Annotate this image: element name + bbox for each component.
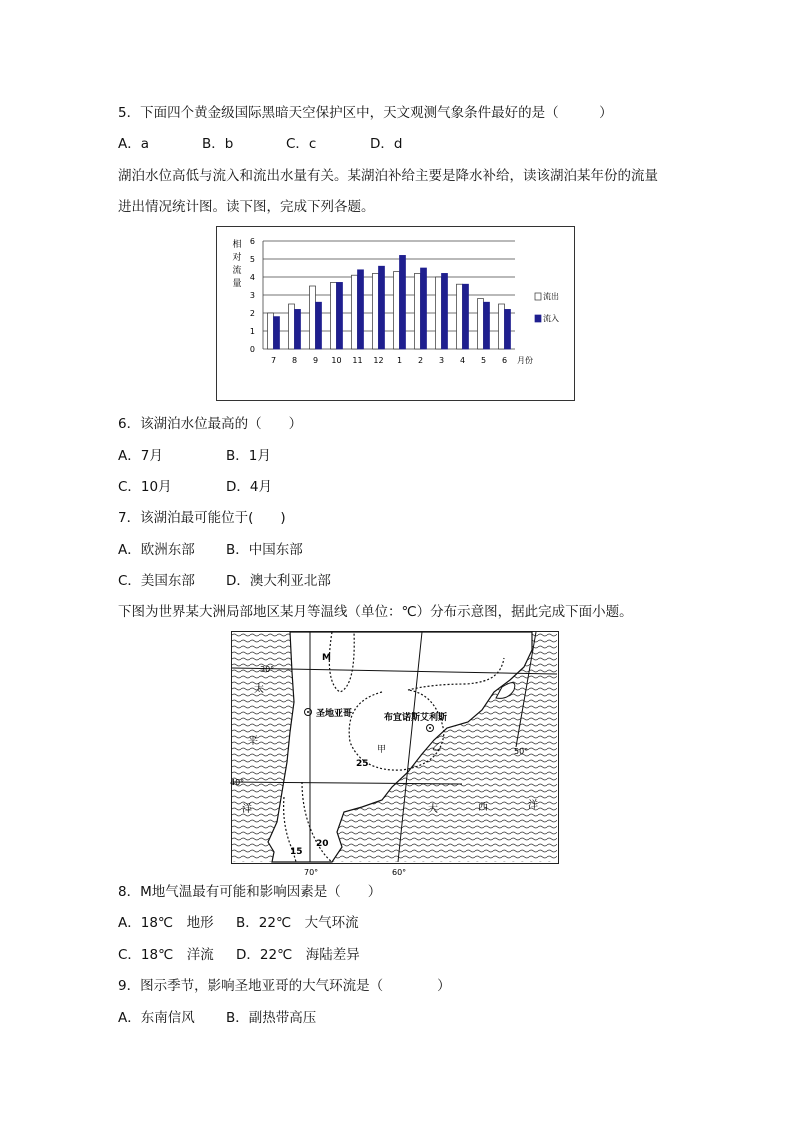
legend-label: 流入 bbox=[543, 314, 559, 323]
label-buenos-aires: 布宜诺斯艾利斯 bbox=[384, 713, 448, 723]
bar-inflow bbox=[400, 255, 406, 349]
q5-stem: 5．下面四个黄金级国际黑暗天空保护区中，天文观测气象条件最好的是（ ） bbox=[118, 105, 613, 121]
x-tick-label: 8 bbox=[291, 356, 298, 365]
bar-inflow bbox=[295, 309, 301, 349]
lake-flow-chart-svg bbox=[217, 227, 573, 399]
q6-option-c: C．10月 bbox=[118, 479, 172, 495]
q7-option-b: B．中国东部 bbox=[226, 542, 303, 558]
buenos-aires-marker-dot bbox=[429, 727, 431, 729]
bar-inflow bbox=[316, 302, 322, 349]
y-axis-label-char: 流 bbox=[232, 266, 242, 276]
q7-option-d: D．澳大利亚北部 bbox=[226, 573, 331, 589]
map-intro: 下图为世界某大洲局部地区某月等温线（单位：℃）分布示意图，据此完成下面小题。 bbox=[118, 604, 633, 620]
bar-outflow bbox=[499, 304, 505, 349]
x-tick-label: 1 bbox=[396, 356, 403, 365]
q5-options bbox=[118, 135, 402, 153]
bar-outflow bbox=[436, 277, 442, 349]
bar-outflow bbox=[478, 299, 484, 349]
q7-stem: 7．该湖泊最可能位于( ) bbox=[118, 510, 286, 526]
q6-option-b: B．1月 bbox=[226, 448, 271, 464]
q9-option-a: A．东南信风 bbox=[118, 1010, 195, 1026]
bar-inflow bbox=[505, 309, 511, 349]
legend-swatch bbox=[535, 293, 541, 300]
q5-option-c: C．c bbox=[286, 136, 317, 152]
lake-intro-line1: 湖泊水位高低与流入和流出水量有关。某湖泊补给主要是降水补给，读该湖泊某年份的流量 bbox=[118, 168, 658, 184]
x-tick-label: 5 bbox=[480, 356, 487, 365]
y-axis-label-char: 相 bbox=[232, 240, 242, 250]
q6-options-row1 bbox=[118, 447, 271, 465]
q6-option-a: A．7月 bbox=[118, 448, 163, 464]
bar-inflow bbox=[337, 282, 343, 349]
q9-option-b: B．副热带高压 bbox=[226, 1010, 317, 1026]
bar-outflow bbox=[457, 284, 463, 349]
label-isotherm-15: 15 bbox=[290, 847, 303, 857]
q6-stem: 6．该湖泊水位最高的（ ） bbox=[118, 416, 303, 432]
lake-flow-chart bbox=[216, 226, 575, 401]
label-m: M bbox=[322, 653, 331, 663]
label-lon60: 60° bbox=[392, 868, 407, 877]
q8-stem: 8．M地气温最有可能和影响因素是（ ） bbox=[118, 884, 382, 900]
q8-option-c: C．18℃ 洋流 bbox=[118, 947, 214, 963]
x-tick-label: 7 bbox=[270, 356, 277, 365]
x-tick-label: 4 bbox=[459, 356, 466, 365]
y-tick-label: 2 bbox=[249, 309, 255, 318]
y-axis-label-char: 对 bbox=[232, 253, 242, 263]
q7-options-row2 bbox=[118, 572, 331, 590]
q8-option-b: B．22℃ 大气环流 bbox=[236, 915, 359, 931]
q5-option-d: D．d bbox=[370, 136, 403, 152]
x-tick-label: 11 bbox=[352, 356, 363, 365]
bar-inflow bbox=[358, 270, 364, 349]
y-tick-label: 6 bbox=[249, 237, 255, 246]
label-yi: 乙 bbox=[432, 743, 442, 753]
x-tick-label: 3 bbox=[438, 356, 445, 365]
q7-option-a: A．欧洲东部 bbox=[118, 542, 195, 558]
label-lat30: 30° bbox=[260, 665, 275, 674]
bar-outflow bbox=[268, 313, 274, 349]
bar-inflow bbox=[421, 268, 427, 349]
q8-options-row1 bbox=[118, 914, 359, 932]
x-tick-label: 2 bbox=[417, 356, 424, 365]
y-tick-label: 4 bbox=[249, 273, 255, 282]
x-axis-label: 月份 bbox=[517, 356, 533, 365]
santiago-marker-dot bbox=[307, 711, 309, 713]
y-tick-label: 1 bbox=[249, 327, 255, 336]
q6-options-row2 bbox=[118, 478, 272, 496]
q8-option-d: D．22℃ 海陆差异 bbox=[236, 947, 360, 963]
label-lon50: 50° bbox=[514, 747, 529, 756]
bar-inflow bbox=[442, 273, 448, 349]
label-atlantic-2: 西 bbox=[478, 802, 488, 813]
q5-option-b: B．b bbox=[202, 136, 234, 152]
bar-outflow bbox=[394, 272, 400, 349]
x-tick-label: 9 bbox=[312, 356, 319, 365]
bar-outflow bbox=[415, 273, 421, 349]
bar-outflow bbox=[352, 275, 358, 349]
q6-option-d: D．4月 bbox=[226, 479, 272, 495]
q7-option-c: C．美国东部 bbox=[118, 573, 195, 589]
label-lat40: 40° bbox=[230, 778, 245, 787]
bar-inflow bbox=[484, 302, 490, 349]
q9-options bbox=[118, 1009, 316, 1027]
label-atlantic-1: 大 bbox=[428, 804, 438, 815]
q7-options-row1 bbox=[118, 541, 303, 559]
q8-option-a: A．18℃ 地形 bbox=[118, 915, 214, 931]
y-tick-label: 0 bbox=[249, 345, 255, 354]
q8-options-row2 bbox=[118, 946, 360, 964]
q5-option-a: A．a bbox=[118, 136, 150, 152]
bar-inflow bbox=[463, 284, 469, 349]
y-tick-label: 5 bbox=[249, 255, 255, 264]
label-isotherm-20: 20 bbox=[316, 839, 329, 849]
bar-inflow bbox=[379, 266, 385, 349]
label-pacific-1: 太 bbox=[254, 684, 264, 695]
bar-outflow bbox=[331, 282, 337, 349]
label-atlantic-3: 洋 bbox=[528, 800, 538, 811]
bar-inflow bbox=[274, 317, 280, 349]
x-tick-label: 12 bbox=[373, 356, 384, 365]
label-lon70: 70° bbox=[304, 868, 319, 877]
label-jia: 甲 bbox=[377, 745, 387, 755]
bar-outflow bbox=[289, 304, 295, 349]
label-santiago: 圣地亚哥 bbox=[316, 709, 353, 719]
y-axis-label-char: 量 bbox=[232, 279, 242, 289]
bar-outflow bbox=[310, 286, 316, 349]
q9-stem: 9．图示季节，影响圣地亚哥的大气环流是（ ） bbox=[118, 978, 451, 994]
legend-swatch bbox=[535, 315, 541, 322]
isotherm-map-svg bbox=[230, 632, 557, 877]
label-isotherm-25: 25 bbox=[356, 759, 369, 769]
lake-intro-line2: 进出情况统计图。读下图，完成下列各题。 bbox=[118, 199, 375, 215]
label-pacific-2: 平 bbox=[248, 736, 258, 747]
x-tick-label: 6 bbox=[501, 356, 508, 365]
label-pacific-3: 洋 bbox=[242, 804, 252, 815]
legend-label: 流出 bbox=[543, 292, 559, 301]
bar-outflow bbox=[373, 273, 379, 349]
y-tick-label: 3 bbox=[249, 291, 255, 300]
x-tick-label: 10 bbox=[331, 356, 342, 365]
isotherm-map bbox=[230, 631, 559, 877]
